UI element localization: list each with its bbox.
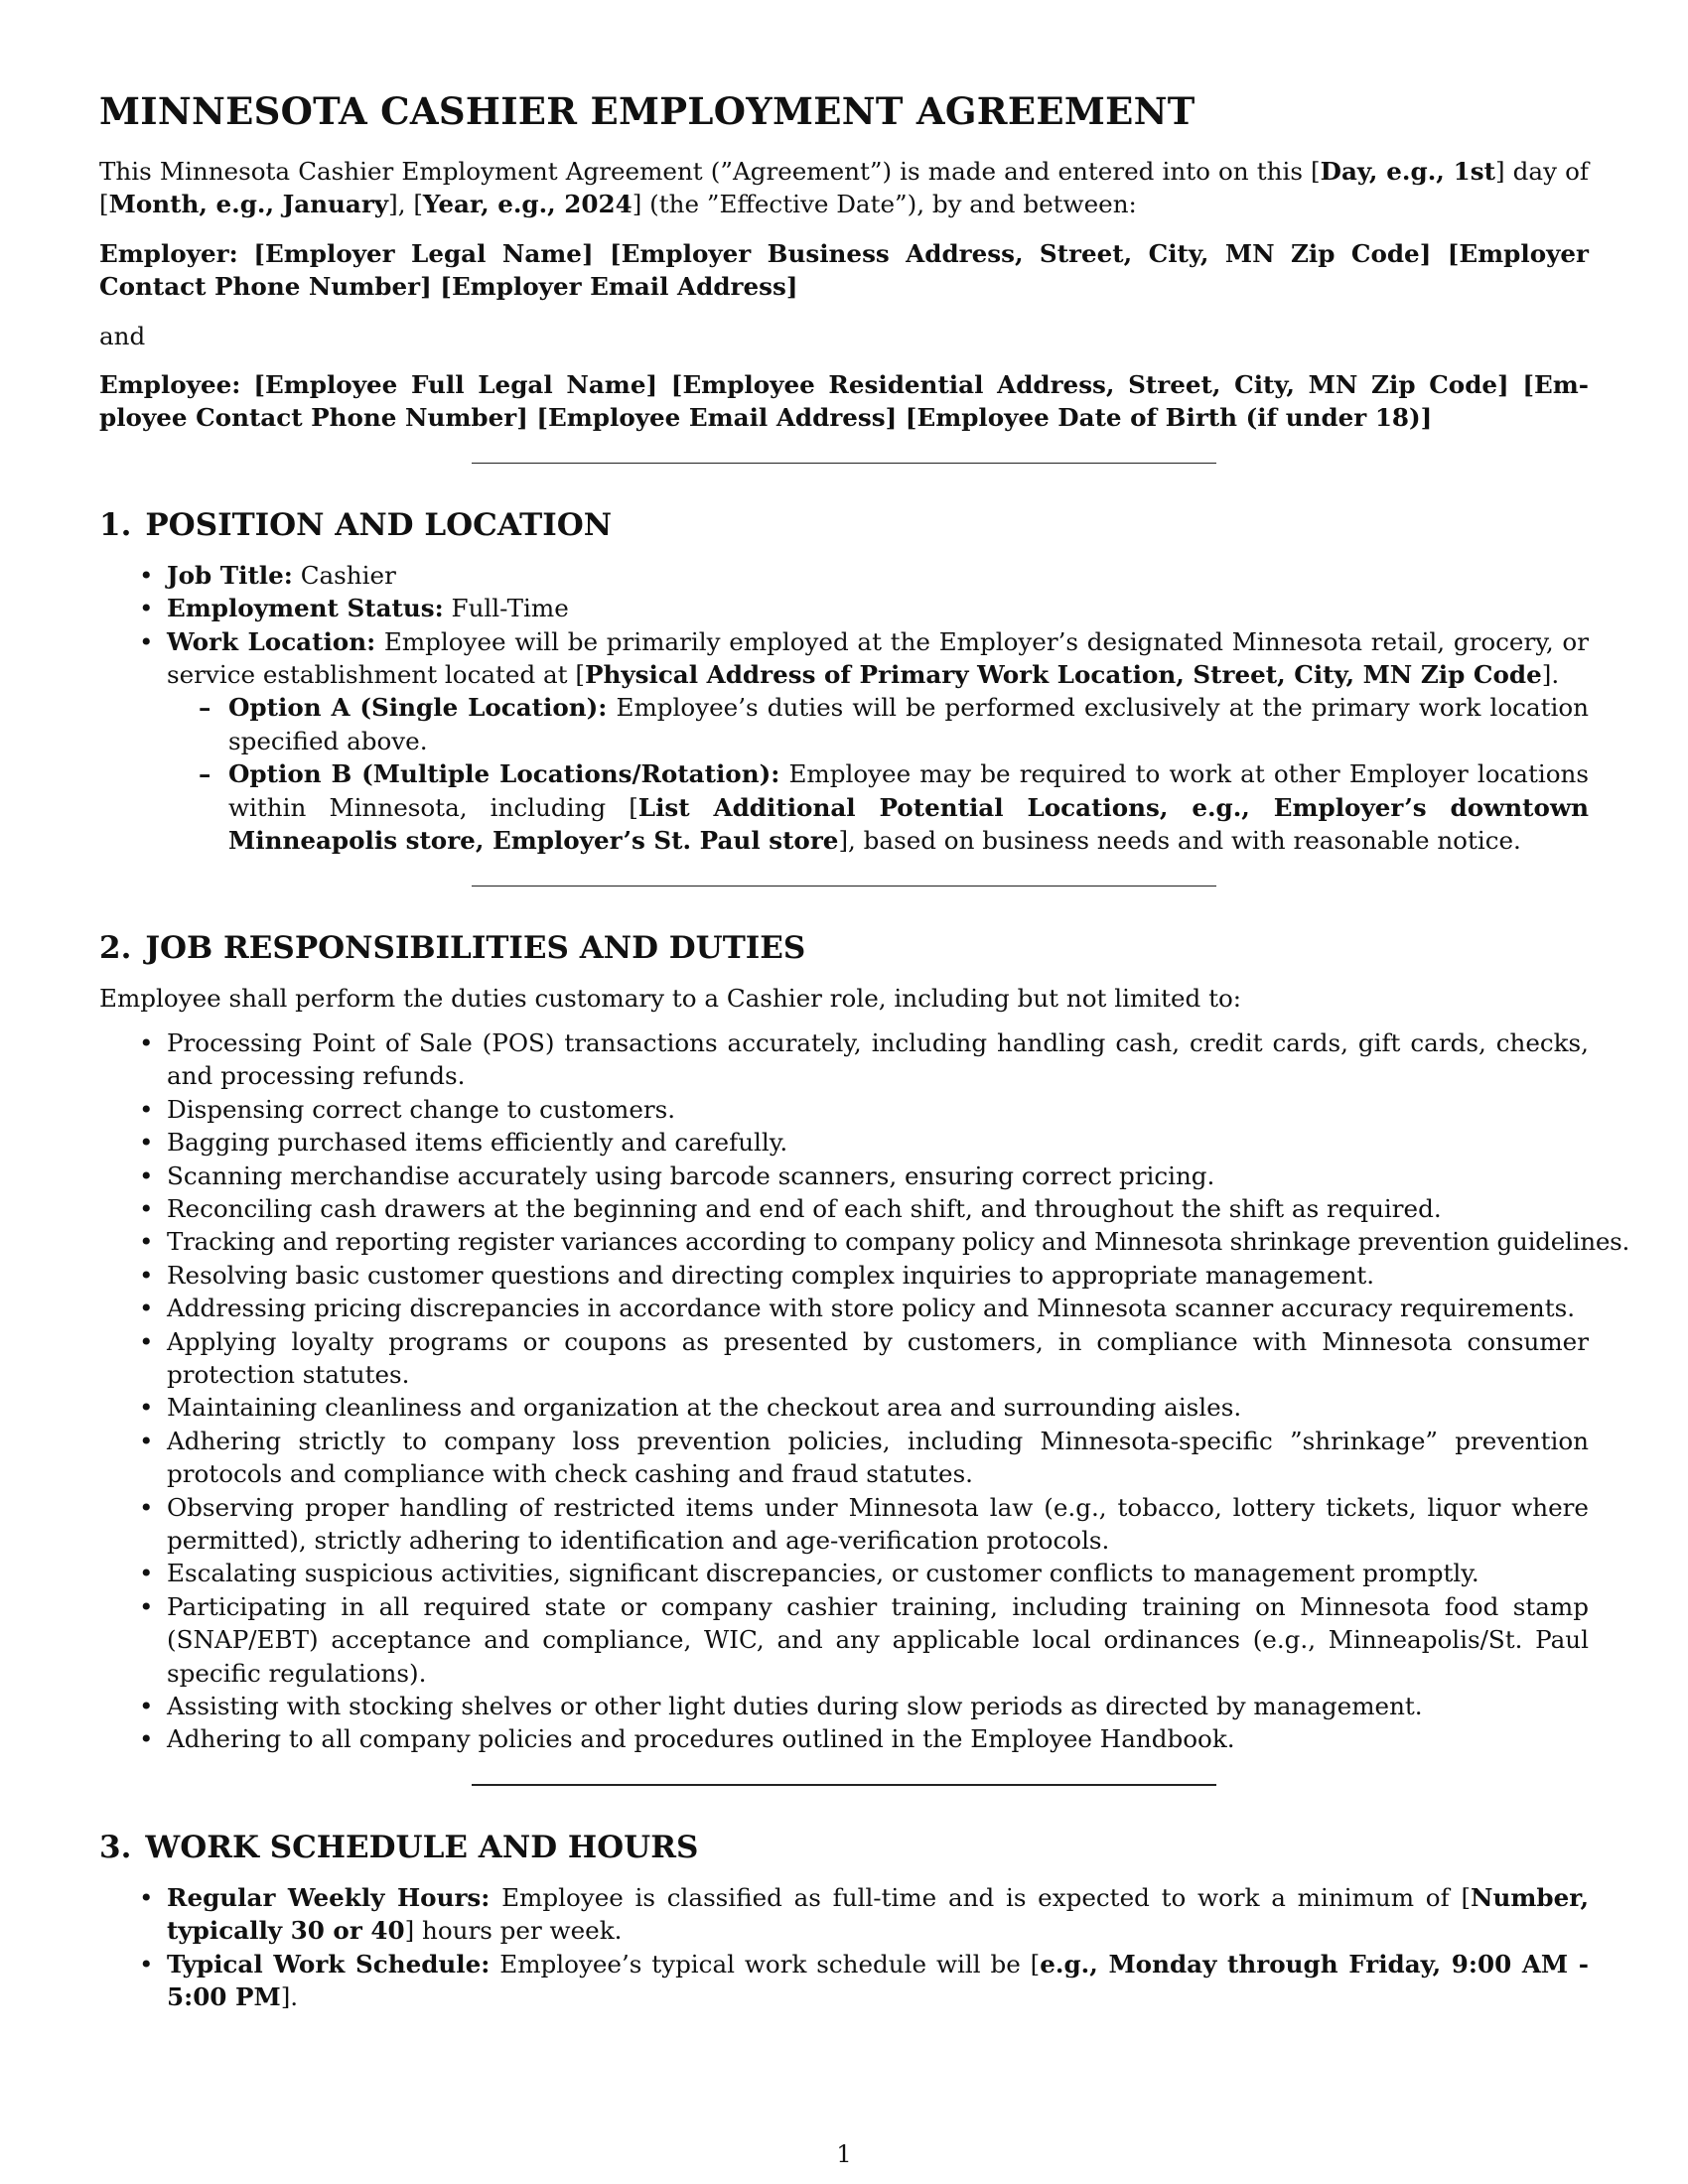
section-divider: [472, 463, 1216, 464]
list-item: • Adhering to all company policies and procedures outlined in the Employee Handbook.: [167, 1722, 1589, 1755]
position-list: [99, 559, 1589, 858]
option-a-label: Option A (Single Location):: [228, 693, 608, 723]
section-number: 3.: [99, 1829, 132, 1865]
location-text: Employee will be primarily employed at the Employer’s designated Minnesota retail, grocery, or service establishment located at [: [167, 626, 1589, 690]
list-item: • Maintaining cleanliness and organization at the checkout area and surrounding aisles.: [167, 1391, 1589, 1424]
employee-label: Employee:: [99, 370, 241, 400]
list-item: • Applying loyalty programs or coupons as presented by customers, in compliance with Minnesota consumer protection statutes.: [167, 1325, 1589, 1392]
schedule-text: Employee’s typical work schedule will be [: [499, 1949, 1041, 1979]
employee-details: [Employee Full Legal Name] [Employee Residential Address, Street, City, MN Zip Code] [Employee Contact Phone Number] [Employee Email Address] [Employee Date of Birth (if under 18)]: [99, 370, 1589, 433]
section-title: JOB RESPONSIBILITIES AND DUTIES: [145, 929, 806, 966]
list-item: [167, 1881, 1589, 1948]
list-item: • Processing Point of Sale (POS) transactions accurately, including handling cash, credit cards, gift cards, checks, and processing refunds.: [167, 1026, 1589, 1093]
employer-details: [Employer Legal Name] [Employer Business Address, Street, City, MN Zip Code] [Employer Contact Phone Number] [Employer Email Address]: [99, 238, 1589, 302]
location-text: ].: [1541, 660, 1560, 690]
schedule-list: [99, 1881, 1589, 2014]
status-label: Employment Status:: [167, 594, 444, 623]
year-placeholder: Year, e.g., 2024: [422, 190, 633, 219]
day-placeholder: Day, e.g., 1st: [1320, 157, 1495, 186]
employer-block: [99, 237, 1589, 304]
option-b-placeholder: List Additional Potential Locations, e.g., Employer’s downtown Minneapolis store, Employer’s St. Paul store: [228, 792, 1590, 856]
section-3-heading: [99, 1828, 1589, 1867]
job-title-value: Cashier: [300, 560, 396, 590]
hours-text: Employee is classified as full-time and is expected to work a minimum of [: [501, 1882, 1472, 1912]
intro-text: ] (the ”Effective Date”), by and between:: [632, 190, 1137, 219]
section-divider: [472, 1784, 1216, 1786]
location-label: Work Location:: [167, 626, 376, 656]
page-number: 1: [836, 2140, 852, 2168]
schedule-text: ].: [280, 1982, 299, 2012]
list-item: • Addressing pricing discrepancies in accordance with store policy and Minnesota scanner accuracy requirements.: [167, 1292, 1589, 1324]
list-item: [167, 559, 1589, 592]
duties-list: [99, 1026, 1630, 1756]
schedule-label: Typical Work Schedule:: [167, 1949, 491, 1979]
list-item: • Reconciling cash drawers at the beginning and end of each shift, and throughout the shift as required.: [167, 1192, 1589, 1225]
hours-text: ] hours per week.: [404, 1916, 623, 1946]
employer-label: Employer:: [99, 238, 238, 268]
list-item: • Assisting with stocking shelves or other light duties during slow periods as directed by management.: [167, 1690, 1589, 1722]
list-item: • Bagging purchased items efficiently and carefully.: [167, 1126, 1589, 1159]
section-2-heading: [99, 928, 1589, 968]
option-b-text: ], based on business needs and with reasonable notice.: [838, 826, 1521, 856]
intro-text: ], [: [388, 190, 423, 219]
option-b-label: Option B (Multiple Locations/Rotation):: [228, 759, 780, 789]
list-item: • Escalating suspicious activities, significant discrepancies, or customer conflicts to management promptly.: [167, 1557, 1589, 1589]
hours-label: Regular Weekly Hours:: [167, 1882, 491, 1912]
list-item: • Observing proper handling of restricted items under Minnesota law (e.g., tobacco, lottery tickets, liquor where permitted), strictly adhering to identification and age-verification protocols.: [167, 1491, 1589, 1558]
document-page: [99, 87, 1630, 2013]
section-number: 1.: [99, 506, 132, 543]
employee-block: [99, 368, 1589, 435]
section-divider: [472, 886, 1216, 887]
list-item: • Participating in all required state or company cashier training, including training on Minnesota food stamp (SNAP/EBT) acceptance and compliance, WIC, and any applicable local ordinances (e.g., Minneapolis/St. Paul specific regulations).: [167, 1590, 1589, 1690]
list-item: • Adhering strictly to company loss prevention policies, including Minnesota-specific ”shrinkage” prevention protocols and compliance with check cashing and fraud statutes.: [167, 1425, 1589, 1491]
month-placeholder: Month, e.g., January: [108, 190, 389, 219]
option-a-text: Employee’s duties will be performed exclusively at the primary work location specified above.: [228, 693, 1590, 755]
list-item: [167, 1948, 1589, 2014]
section-title: POSITION AND LOCATION: [145, 506, 613, 543]
intro-text: This Minnesota Cashier Employment Agreement (”Agreement”) is made and entered into on this [: [99, 157, 1321, 186]
document-title: MINNESOTA CASHIER EMPLOYMENT AGREEMENT: [99, 89, 1196, 133]
hours-placeholder: Number, typically 30 or 40: [167, 1882, 1590, 1946]
list-item: [167, 625, 1589, 858]
section-number: 2.: [99, 929, 132, 966]
list-item: [167, 592, 1589, 624]
and-text: and: [99, 321, 146, 350]
section-1-heading: [99, 505, 1589, 545]
location-options: [167, 691, 1589, 857]
list-item: • Tracking and reporting register variances according to company policy and Minnesota shrinkage prevention guidelines.: [167, 1225, 1589, 1258]
section-title: WORK SCHEDULE AND HOURS: [145, 1829, 699, 1865]
location-placeholder: Physical Address of Primary Work Location, Street, City, MN Zip Code: [584, 660, 1542, 690]
list-item: • Scanning merchandise accurately using barcode scanners, ensuring correct pricing.: [167, 1160, 1589, 1192]
schedule-placeholder: e.g., Monday through Friday, 9:00 AM - 5:00 PM: [167, 1949, 1589, 2012]
option-b-text: Employee may be required to work at other Employer locations within Minnesota, including [: [228, 759, 1589, 822]
list-item: • Dispensing correct change to customers.: [167, 1093, 1589, 1126]
option-b: [228, 757, 1589, 857]
job-title-label: Job Title:: [167, 560, 293, 590]
intro-text: ] day of [: [99, 157, 1589, 219]
intro-paragraph: [99, 155, 1589, 221]
status-value: Full-Time: [451, 594, 569, 623]
list-item: • Resolving basic customer questions and directing complex inquiries to appropriate management.: [167, 1259, 1589, 1292]
option-a: [228, 691, 1589, 757]
duties-lead: Employee shall perform the duties customary to a Cashier role, including but not limited to:: [99, 983, 1242, 1013]
